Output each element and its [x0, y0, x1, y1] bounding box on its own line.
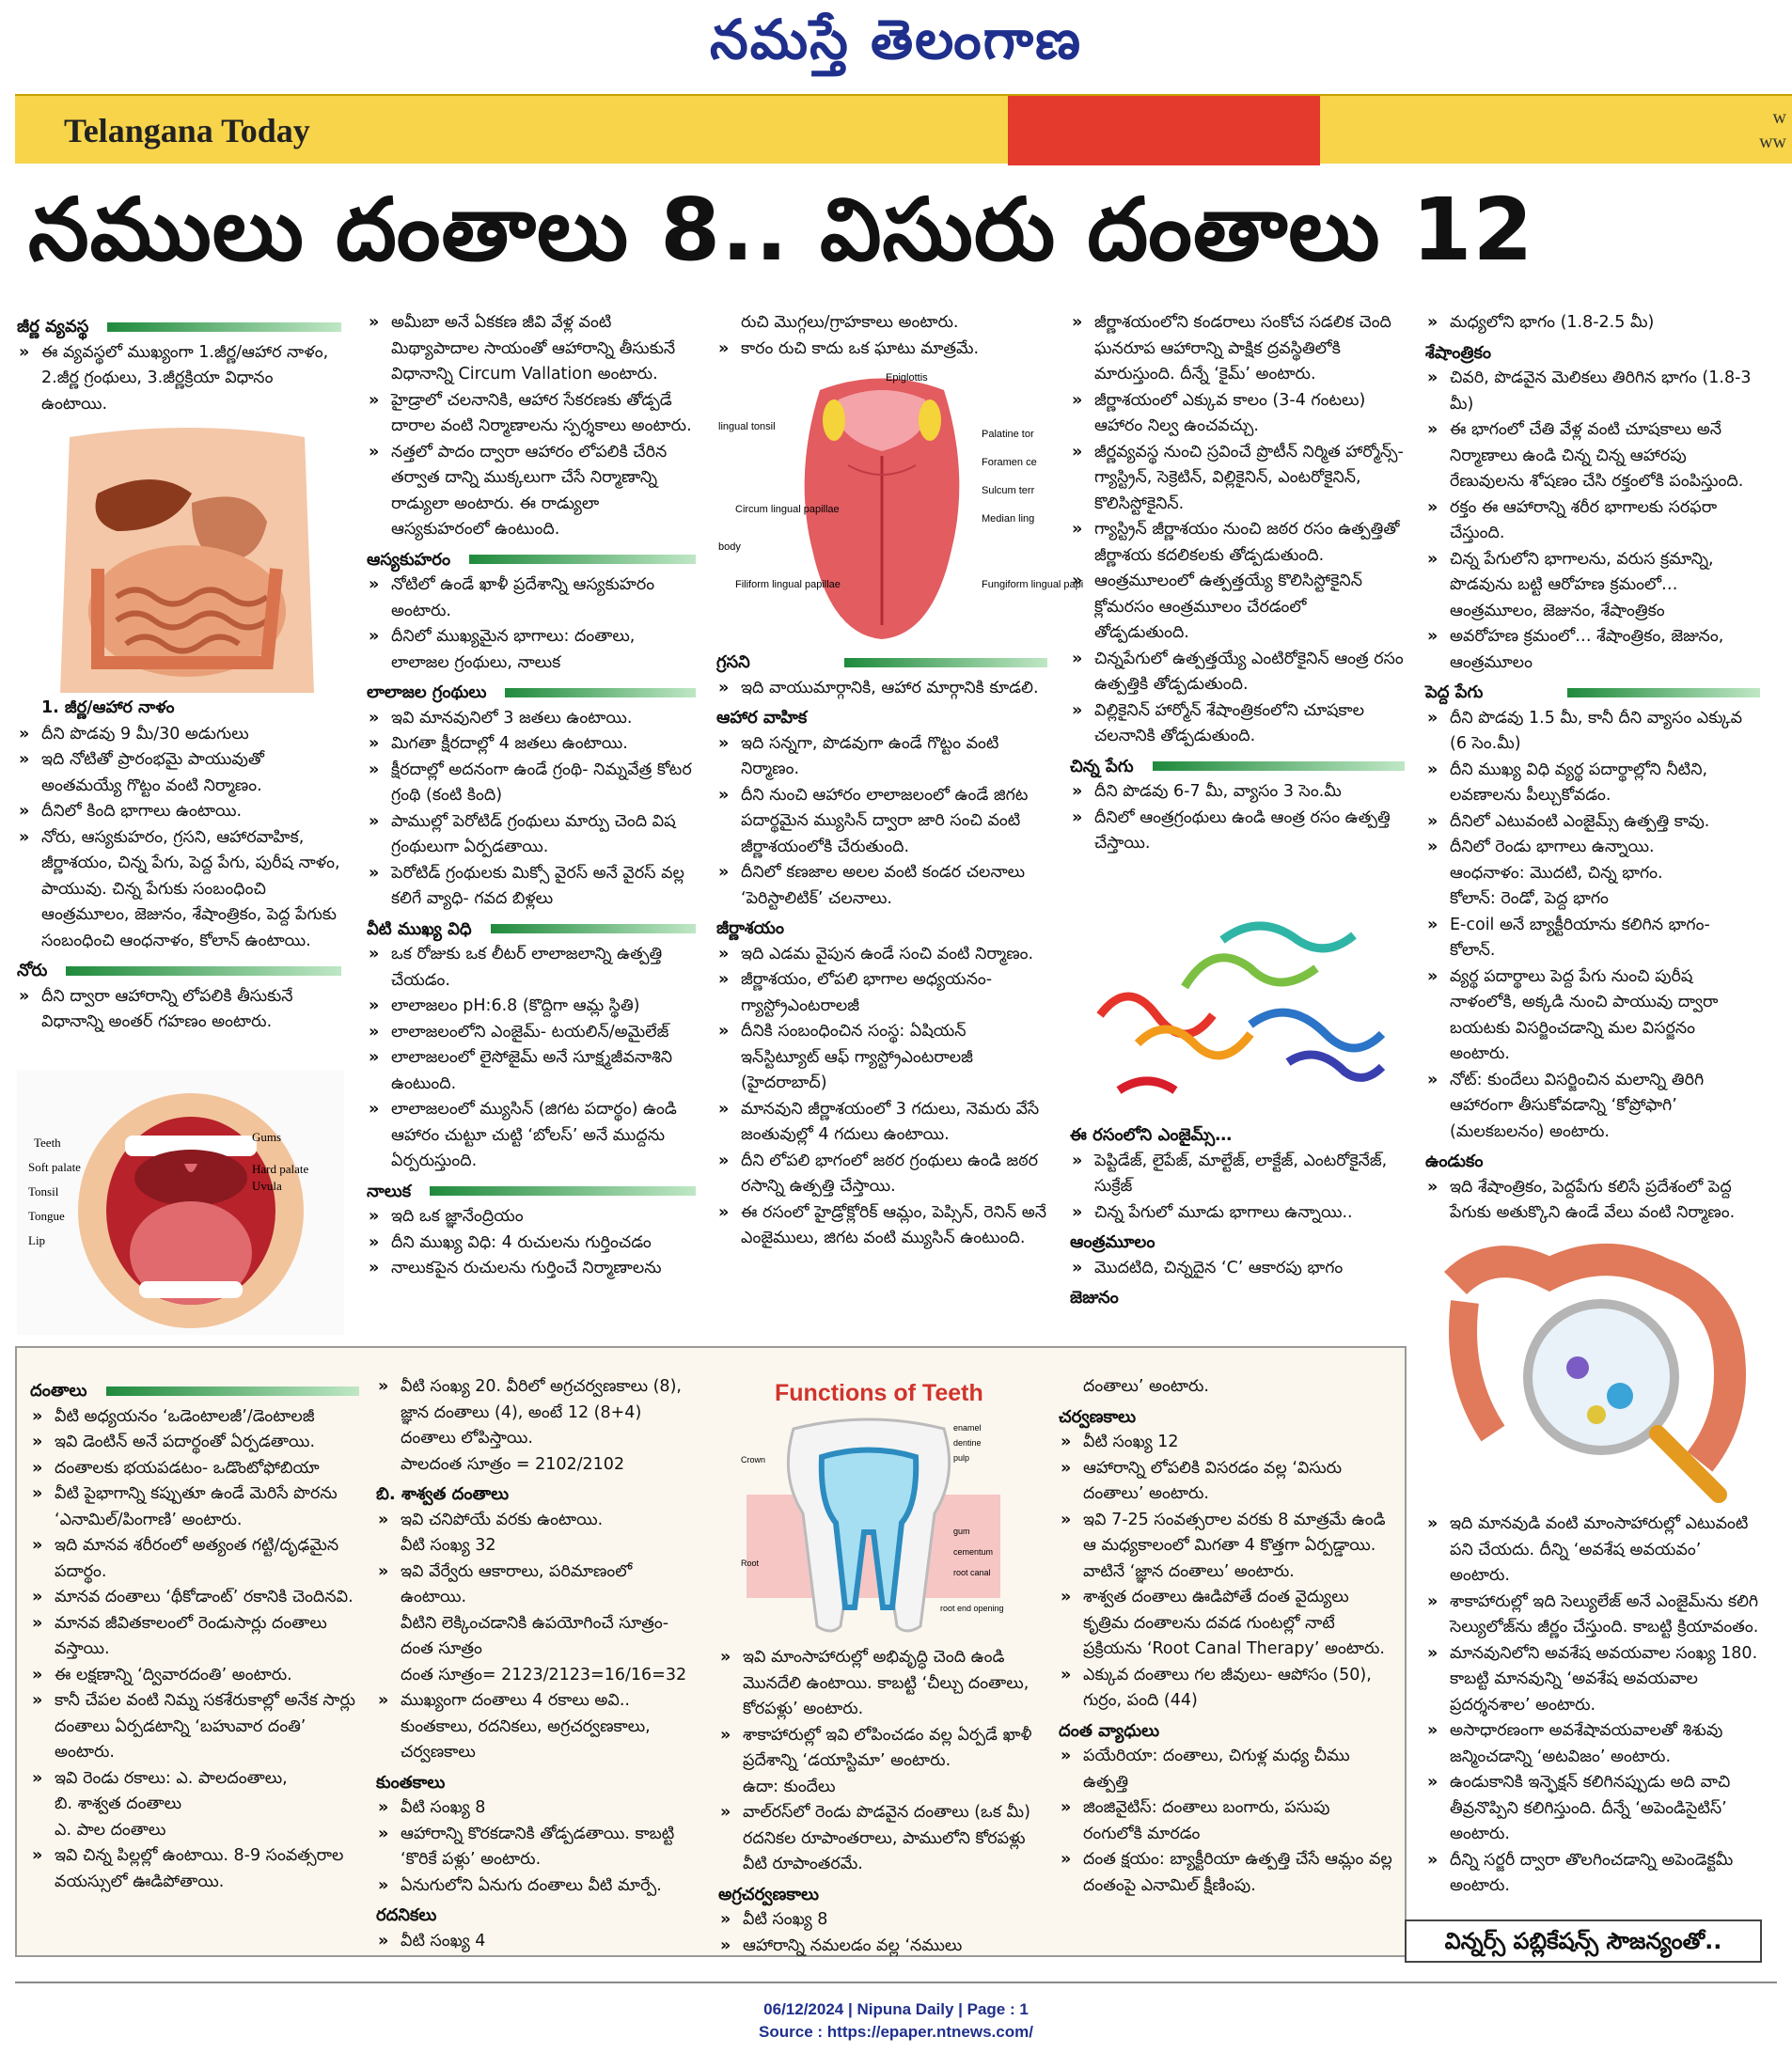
bullet-text: » దీని ముఖ్య విధి వ్యర్థ పదార్థాల్లోని నీటిని, లవణాలను పీల్చుకోవడం.	[1425, 758, 1760, 809]
section-title: రదనికలు	[376, 1905, 437, 1925]
bullet-text: » చిన్నపేగులో ఉత్పత్తయ్యే ఎంటిరోకైనిన్ ఆంత్ర రసం ఉత్పత్తికి తోడ్పడుతుంది.	[1070, 647, 1405, 698]
body-text: ఎ. పాల దంతాలు	[55, 1820, 166, 1840]
bullet-text: » ముఖ్యంగా దంతాలు 4 రకాలు అవి.. కుంతకాలు, రదనికలు, అగ్రచర్వణకాలు, చర్వణకాలు	[376, 1688, 700, 1766]
bullet-text: » దంత క్షయం: బ్యాక్టీరియా ఉత్పత్తి చేసే ఆమ్లం వల్ల దంతంపై ఎనామిల్ క్షీణింపు.	[1059, 1847, 1393, 1899]
functions-of-teeth-title: Functions of Teeth	[775, 1380, 983, 1406]
section-title: వీటి ముఖ్య విధి	[367, 916, 696, 943]
bullet-text: » మానవునిలోని అవశేష అవయవాల సంఖ్య 180. కాబట్టి మానవున్ని ‘అవశేష అవయవాల ప్రదర్శనశాల’ అంటారు.	[1425, 1641, 1760, 1719]
section-title: ఉండుకం	[1425, 1152, 1484, 1171]
section-title: ఆస్యకుహరం	[367, 547, 696, 573]
bullet-text: » లాలాజలంలో మ్యుసిన్ (జిగట పదార్థం) ఉండి ఆహారం చుట్టూ చుట్టి ‘బోలస్’ అనే ముద్దను ఏర్పరుస్తుంది.	[367, 1097, 696, 1175]
section-title: చర్వణకాలు	[1059, 1406, 1137, 1427]
bullet-text: » జింజివైటిస్: దంతాలు బంగారు, పసుపు రంగులోకి మారడం	[1059, 1795, 1393, 1847]
bullet-text: » దీనిలో కణజాల అలల వంటి కండర చలనాలు ‘పెరిస్టాలిటిక్’ చలనాలు.	[716, 860, 1047, 912]
bullet-text: » లాలాజలంలోని ఎంజైమ్- టయలిన్/అమైలేజ్	[367, 1020, 696, 1046]
body-text: పాలదంత సూత్రం = 2102/2102	[401, 1454, 625, 1474]
label-median-lingual: Median ling	[982, 513, 1035, 525]
column-4-lower	[1070, 1119, 1405, 1311]
bullet-text: » హైడ్రాలో చలనానికి, ఆహార సేకరణకు తోడ్పడే దారాల వంటి నిర్మాణాలను స్పర్శకాలు అంటారు.	[367, 388, 696, 440]
bullet-text: » మొదటిది, చిన్నదైన ‘C’ ఆకారపు భాగం	[1070, 1256, 1405, 1282]
column-4	[1070, 310, 1405, 857]
label-root: Root	[741, 1559, 760, 1568]
bullet-text: » వీటి సంఖ్య 20. వీరిలో అగ్రచర్వణకాలు (8), జ్ఞాన దంతాలు (4), అంటే 12 (8+4) దంతాలు లోపిస్తాయి.	[376, 1374, 700, 1452]
bullet-text: » ఇది నోటితో ప్రారంభమై పాయువుతో అంతమయ్యే గొట్టం వంటి నిర్మాణం.	[17, 747, 341, 799]
bullet-text: » ఇది శేషాంత్రికం, పెద్దపేగు కలిసే ప్రదేశంలో పెద్ద పేగుకు అతుక్కొని ఉండే వేలు వంటి నిర్మాణం.	[1425, 1175, 1760, 1227]
bullet-text: » దీనిలో రెండు భాగాలు ఉన్నాయి.	[1425, 835, 1760, 861]
label-root-end-opening: root end opening	[940, 1604, 1004, 1613]
bullet-text: » శాకాహారుల్లో ఇవి లోపించడం వల్ల ఏర్పడే ఖాళీ ప్రదేశాన్ని ‘డయాస్టిమా’ అంటారు.	[718, 1723, 1038, 1775]
bullet-text: » దీని పొడవు 9 మీ/30 అడుగులు	[17, 722, 341, 748]
bullet-text: » నాలుకపైన రుచులను గుర్తించే నిర్మాణాలను	[367, 1256, 696, 1282]
body-text: బి. శాశ్వత దంతాలు	[55, 1794, 182, 1813]
bullet-text: » ఇవి మాంసాహారుల్లో అభివృద్ధి చెంది ఉండి మొనదేలి ఉంటాయి. కాబట్టి ‘చీల్చు దంతాలు, కోరపళ్లు’ అంటారు.	[718, 1645, 1038, 1723]
column-5-lower	[1425, 1512, 1760, 1900]
section-title: దంతాలు	[30, 1378, 359, 1404]
masthead	[0, 0, 1792, 90]
bullet-text: » మానవ జీవితకాలంలో రెండుసార్లు దంతాలు వస్తాయి.	[30, 1611, 359, 1663]
section-title: కుంతకాలు	[376, 1772, 446, 1793]
label-filiform-papillae: Filiform lingual papillae	[735, 579, 841, 590]
label-epiglottis: Epiglottis	[886, 372, 928, 384]
label-tongue: Tongue	[28, 1209, 65, 1223]
section-title: జీర్ణ వ్యవస్థ	[17, 314, 341, 340]
mouth-anatomy-diagram	[17, 1070, 344, 1335]
bullet-text: » దీని లోపలి భాగంలో జఠర గ్రంథులు ఉండి జఠర రసాన్ని ఉత్పత్తి చేస్తాయి.	[716, 1149, 1047, 1200]
bullet-text: » అమీబా అనే ఏకకణ జీవి వేళ్ల వంటి మిథ్యాపాదాల సాయంతో ఆహారాన్ని తీసుకునే విధానాన్ని Circum Vallation అంటారు.	[367, 310, 696, 388]
bullet-text: » చిన్న పేగులో మూడు భాగాలు ఉన్నాయి..	[1070, 1200, 1405, 1227]
label-foramen-cecum: Foramen ce	[982, 457, 1037, 468]
label-enamel: enamel	[953, 1423, 982, 1433]
banner-right-text: w ww	[1759, 107, 1786, 152]
bullet-text: » పయేరియా: దంతాలు, చిగుళ్ల మధ్య చీము ఉత్పత్తి	[1059, 1744, 1393, 1795]
section-title: దంత వ్యాధులు	[1059, 1720, 1160, 1741]
bullet-text: » ఆహారాన్ని నమలడం వల్ల ‘నములు	[718, 1934, 1038, 1960]
bullet-text: » చివరి, పొడవైన మెలికలు తిరిగిన భాగం (1.8-3 మీ)	[1425, 366, 1760, 417]
credit-box: విన్నర్స్ పబ్లికేషన్స్ సౌజన్యంతో..	[1405, 1919, 1762, 1963]
label-teeth: Teeth	[34, 1136, 61, 1150]
label-cementum: cementum	[953, 1547, 994, 1557]
teeth-column-4	[1059, 1374, 1393, 1899]
bullet-text: » ఈ రసంలో హైడ్రోక్లోరిక్ ఆమ్లం, పెప్సిన్, రెనిన్ అనే ఎంజైములు, జిగట వంటి మ్యుసిన్ ఉంటుంది.	[716, 1200, 1047, 1252]
bullet-text: » వీటి సంఖ్య 8	[376, 1795, 700, 1822]
column-5	[1425, 310, 1760, 1227]
label-tonsil: Tonsil	[28, 1184, 59, 1198]
enzyme-protein-structure-image	[1081, 902, 1401, 1114]
bullet-text: » నోటిలో ఉండే ఖాళీ ప్రదేశాన్ని ఆస్యకుహరం అంటారు.	[367, 572, 696, 624]
label-lip: Lip	[28, 1233, 46, 1247]
bullet-text: » ఇవి చనిపోయే వరకు ఉంటాయి.	[376, 1508, 700, 1534]
bullet-text: » ఏనుగులోని ఏనుగు దంతాలు వీటి మార్పే.	[376, 1873, 700, 1900]
bullet-text: » దీని ద్వారా ఆహారాన్ని లోపలికి తీసుకునే విధానాన్ని అంతర్ గహణం అంటారు.	[17, 984, 341, 1036]
bullet-text: » లాలాజలంలో లైసోజైమ్ అనే సూక్ష్మజీవనాశిని ఉంటుంది.	[367, 1045, 696, 1097]
bullet-text: » ఇది ఒక జ్ఞానేంద్రియం	[367, 1204, 696, 1230]
bullet-text: » దీని ముఖ్య విధి: 4 రుచులను గుర్తించడం	[367, 1230, 696, 1257]
label-crown: Crown	[741, 1455, 766, 1465]
bullet-text: » విల్లికైనిన్ హార్మోన్ శేషాంత్రికంలోని చూషకాల చలనానికి తోడ్పడుతుంది.	[1070, 698, 1405, 750]
bullet-text: » శాకాహారుల్లో ఇది సెల్యులేజ్ అనే ఎంజైమ్‌ను కలిగి సెల్యులోజ్‌ను జీర్ణం చేస్తుంది. కాబట్టి క్రియావంతం.	[1425, 1590, 1760, 1641]
bullet-text: » మానవుని జీర్ణాశయంలో 3 గదులు, నెమరు వేసే జంతువుల్లో 4 గదులు ఉంటాయి.	[716, 1097, 1047, 1149]
bullet-text: » ఇవి 7-25 సంవత్సరాల వరకు 8 మాత్రమే ఉండి ఆ మధ్యకాలంలో మిగతా 4 కొత్తగా ఏర్పడ్డాయి. వాటినే ‘జ్ఞాన దంతాలు’ అంటారు.	[1059, 1508, 1393, 1586]
bullet-text: » పాముల్లో పెరోటిడ్ గ్రంథులు మార్పు చెంది విష గ్రంథులుగా ఏర్పడతాయి.	[367, 809, 696, 861]
body-text: వీటిని లెక్కించడానికి ఉపయోగించే సూత్రం- దంత సూత్రం	[401, 1613, 669, 1658]
bullet-text: » క్షీరదాల్లో అదనంగా ఉండే గ్రంథి- నిమ్నవేత్ర కోటర గ్రంథి (కంటి కింది)	[367, 758, 696, 809]
bullet-text: » ఇవి మానవునిలో 3 జతలు ఉంటాయి.	[367, 706, 696, 732]
column-1-lower	[17, 696, 341, 1036]
section-title: శేషాంత్రికం	[1425, 342, 1491, 363]
bullet-text: » వీటి పైభాగాన్ని కప్పుతూ ఉండే మెరిసే పొరను ‘ఎనామిల్/పింగాణి’ అంటారు.	[30, 1481, 359, 1533]
bullet-text: » ఎక్కువ దంతాలు గల జీవులు- ఆపోసం (50), గుర్రం, పంది (44)	[1059, 1663, 1393, 1715]
bullet-text: » జీర్ణాశయం, లోపలి భాగాల అధ్యయనం- గ్యాస్ట్రోఎంటరాలజీ	[716, 967, 1047, 1019]
section-title: నోరు	[17, 958, 341, 984]
bullet-text: » దీనిలో ముఖ్యమైన భాగాలు: దంతాలు, లాలాజల గ్రంథులు, నాలుక	[367, 624, 696, 676]
brand-logo-text: Telangana Today	[64, 112, 310, 149]
label-body: body	[718, 541, 741, 553]
body-text: ఉదా: కుందేలు	[743, 1777, 836, 1796]
digestive-system-illustration	[32, 428, 342, 693]
bullet-text: » ఇవి చిన్న పిల్లల్లో ఉంటాయి. 8-9 సంవత్సరాల వయస్సులో ఊడిపోతాయి.	[30, 1843, 359, 1895]
bullet-text: » ఆహారాన్ని కొరకడానికి తోడ్పడతాయి. కాబట్టి ‘కొరికే పళ్లు’ అంటారు.	[376, 1822, 700, 1873]
newspaper-title: నమస్తే తెలంగాణ	[710, 8, 1082, 71]
bullet-text: » ఇది సన్నగా, పొడవుగా ఉండే గొట్టం వంటి నిర్మాణం.	[716, 731, 1047, 783]
label-pulp: pulp	[953, 1453, 970, 1463]
bullet-text: » కారం రుచి కాదు ఒక ఘాటు మాత్రమే.	[716, 337, 1047, 363]
bullet-text: » కానీ చేపల వంటి నిమ్న సకశేరుకాల్లో అనేక సార్లు దంతాలు ఏర్పడటాన్ని ‘బహువార దంతి’ అంటారు.	[30, 1688, 359, 1766]
bullet-text: » ఇది మానవ శరీరంలో అత్యంత గట్టి/దృఢమైన పదార్థం.	[30, 1533, 359, 1585]
body-text: కోలాన్: రెండో, పెద్ద భాగం	[1450, 889, 1609, 908]
label-gums: Gums	[252, 1130, 282, 1144]
bullet-text: » ఇవి డెంటిన్ అనే పదార్థంతో ఏర్పడతాయి.	[30, 1430, 359, 1456]
bullet-text: » దీని నుంచి ఆహారం లాలాజలంలో ఉండే జిగట పదార్థమైన మ్యుసిన్ ద్వారా జారి సంచి వంటి జీర్ణాశయంలోకి చేరుతుంది.	[716, 783, 1047, 861]
label-gum: gum	[953, 1527, 970, 1536]
bullet-text: » వీటి సంఖ్య 8	[718, 1907, 1038, 1934]
body-text: ఆంధనాళం: మొదటి, చిన్న భాగం.	[1450, 863, 1663, 883]
bullet-text: » మిగతా క్షీరదాల్లో 4 జతలు ఉంటాయి.	[367, 731, 696, 758]
bullet-text: » దీనిలో ఆంత్రగ్రంథులు ఉండి ఆంత్ర రసం ఉత్పత్తి చేస్తాయి.	[1070, 806, 1405, 857]
column-3-lower	[716, 646, 1047, 1252]
bullet-text: » మానవ దంతాలు ‘థీకోడాంట్’ రకానికి చెందినవి.	[30, 1585, 359, 1611]
bullet-text: » ఉండుకానికి ఇన్ఫెక్షన్ కలిగినప్పుడు అది వాచి తీవ్రనొప్పిని కలిగిస్తుంది. దీన్నే ‘అపెండిసైటిస్’ అంటారు.	[1425, 1770, 1760, 1848]
bullet-text: » జీర్ణవ్యవస్థ నుంచి స్రవించే ప్రొటీన్ నిర్మిత హార్మోన్స్- గ్యాస్ట్రిన్, సెక్రెటిన్, విల్లికైనిన్, ఎంటరోకైనిన్, కొలిసిస్టోకైనిన్.	[1070, 440, 1405, 518]
bullet-text: » జీర్ణాశయంలోని కండరాలు సంకోచ సడలిక చెంది ఘనరూప ఆహారాన్ని పాక్షిక ద్రవస్థితిలోకి మారుస్తుంది. దీన్నే ‘కైమ్’ అంటారు.	[1070, 310, 1405, 388]
appendix-illustration	[1437, 1246, 1756, 1509]
body-text: రుచి మొగ్గలు/గ్రాహకాలు అంటారు.	[741, 313, 959, 332]
bullet-text: » వీటి సంఖ్య 4	[376, 1929, 700, 1955]
section-title: జెజునం	[1070, 1288, 1119, 1308]
tongue-diagram	[716, 362, 1084, 642]
bullet-text: » గ్యాస్ట్రిన్ జీర్ణాశయం నుంచి జఠర రసం ఉత్పత్తితో జీర్ణాశయ కదలికలకు తోడ్పడుతుంది.	[1070, 517, 1405, 569]
bullet-text: » ఈ భాగంలో చేతి వేళ్ల వంటి చూషకాలు అనే నిర్మాణాలు ఉండి చిన్న చిన్న ఆహారపు రేణువులను శోషణం చేసి రక్తంలోకి పంపిస్తుంది.	[1425, 417, 1760, 495]
bullet-text: » దీన్ని సర్జరీ ద్వారా తొలగించడాన్ని అపెండెక్టమీ అంటారు.	[1425, 1848, 1760, 1900]
label-hard-palate: Hard palate	[252, 1162, 309, 1176]
bullet-text: » దీని పొడవు 1.5 మీ, కానీ దీని వ్యాసం ఎక్కువ (6 సెం.మీ)	[1425, 706, 1760, 758]
section-title: ఆహార వాహిక	[716, 708, 808, 728]
section-title: ఈ రసంలోని ఎంజైమ్స్…	[1070, 1125, 1233, 1145]
bullet-text: » ఈ వ్యవస్థలో ముఖ్యంగా 1.జీర్ణ/ఆహార నాళం, 2.జీర్ణ గ్రంథులు, 3.జీర్ణక్రియా విధానం ఉంటాయి.	[17, 340, 341, 418]
label-uvula: Uvula	[252, 1179, 282, 1193]
section-title: బి. శాశ్వత దంతాలు	[376, 1484, 510, 1504]
bullet-text: » దీనిలో ఎటువంటి ఎంజైమ్స్ ఉత్పత్తి కావు.	[1425, 809, 1760, 836]
label-sulcus-terminalis: Sulcum terr	[982, 485, 1035, 496]
label-lingual-tonsil: lingual tonsil	[718, 421, 776, 432]
section-title: అగ్రచర్వణకాలు	[718, 1884, 819, 1904]
body-text: వీటి సంఖ్య 32	[401, 1536, 496, 1555]
section-title: 1. జీర్ణ/ఆహార నాళం	[41, 698, 175, 717]
section-title: గ్రసని	[716, 650, 1047, 676]
bullet-text: » ఈ లక్షణాన్ని ‘ద్వివారదంతి’ అంటారు.	[30, 1663, 359, 1689]
bullet-text: » వాల్‌రస్‌లో రెండు పొడవైన దంతాలు (ఒక మీ) రదనికల రూపాంతరాలు, పాములోని కోరపళ్లు వీటి రూపాంతరమే.	[718, 1800, 1038, 1878]
bullet-text: » అసాధారణంగా అవశేషావయవాలతో శిశువు జన్మించడాన్ని ‘అటవిజం’ అంటారు.	[1425, 1718, 1760, 1770]
bullet-text: » నోట్: కుందేలు విసర్జించిన మలాన్ని తిరిగి ఆహారంగా తీసుకోవడాన్ని ‘కోప్రోఫాగి’ (మలకబలనం) అంటారు.	[1425, 1068, 1760, 1146]
tooth-structure-diagram	[718, 1372, 1034, 1641]
headline: నములు దంతాలు 8.. విసురు దంతాలు 12	[28, 180, 1534, 280]
label-fungiform-papillae: Fungiform lingual papi	[982, 579, 1084, 590]
bullet-text: » జీర్ణాశయంలో ఎక్కువ కాలం (3-4 గంటలు) ఆహారం నిల్వ ఉంచవచ్చు.	[1070, 388, 1405, 440]
column-1	[17, 310, 341, 417]
bullet-text: » ఇవి వేర్వేరు ఆకారాలు, పరిమాణంలో ఉంటాయి.	[376, 1559, 700, 1611]
bullet-text: » రక్తం ఈ ఆహారాన్ని శరీర భాగాలకు సరఫరా చేస్తుంది.	[1425, 495, 1760, 547]
body-text: దంతాలు’ అంటారు.	[1083, 1377, 1209, 1396]
bullet-text: » E-coil అనే బ్యాక్టీరియాను కలిగిన భాగం- కోలాన్.	[1425, 913, 1760, 964]
body-text: దంత సూత్రం= 2123/2123=16/16=32	[401, 1665, 687, 1684]
bullet-text: » నత్తలో పాదం ద్వారా ఆహారం లోపలికి చేరిన తర్వాత దాన్ని ముక్కలుగా చేసే నిర్మాణాన్ని రాడ్యులా అంటారు. ఈ రాడ్యులా ఆస్యకుహరంలో ఉంటుంది.	[367, 440, 696, 543]
section-title: జీర్ణాశయం	[716, 918, 785, 938]
section-title: నాలుక	[367, 1179, 696, 1205]
bullet-text: » లాలాజలం pH:6.8 (కొద్దిగా ఆమ్ల స్థితి)	[367, 994, 696, 1020]
bullet-text: » ఇవి రెండు రకాలు: ఎ. పాలదంతాలు,	[30, 1766, 359, 1793]
bullet-text: » మధ్యలోని భాగం (1.8-2.5 మీ)	[1425, 310, 1760, 337]
bullet-text: » ఇది వాయుమార్గానికి, ఆహార మార్గానికి కూడలి.	[716, 676, 1047, 702]
label-dentine: dentine	[953, 1438, 982, 1448]
bullet-text: » దంతాలకు భయపడటం- ఒడొంటోఫోబియా	[30, 1456, 359, 1482]
bullet-text: » ఒక రోజుకు ఒక లీటర్ లాలాజలాన్ని ఉత్పత్తి చేయడం.	[367, 942, 696, 994]
bullet-text: » ఇది మానవుడి వంటి మాంసాహారుల్లో ఎటువంటి పని చేయదు. దీన్ని ‘అవశేష అవయవం’ అంటారు.	[1425, 1512, 1760, 1590]
bullet-text: » దీని పొడవు 6-7 మీ, వ్యాసం 3 సెం.మీ	[1070, 779, 1405, 806]
section-banner	[15, 94, 1792, 164]
bullet-text: » వీటి సంఖ్య 12	[1059, 1430, 1393, 1456]
bullet-text: » శాశ్వత దంతాలు ఊడిపోతే దంత వైద్యులు కృత్రిమ దంతాలను దవడ గుంటల్లో నాటే ప్రక్రియను ‘Root Canal Therapy’ అంటారు.	[1059, 1585, 1393, 1663]
label-root-canal: root canal	[953, 1568, 991, 1577]
footer-date-line: 06/12/2024 | Nipuna Daily | Page : 1	[763, 2000, 1029, 2018]
bullet-text: » దీనికి సంబంధించిన సంస్థ: ఏషియన్ ఇన్‌స్టిట్యూట్ ఆఫ్ గ్యాస్ట్రోఎంటరాలజీ (హైదరాబాద్)	[716, 1019, 1047, 1097]
bullet-text: » పెరోటిడ్ గ్రంథులకు మిక్సో వైరస్ అనే వైరస్ వల్ల కలిగే వ్యాధి- గవద బిళ్లలు	[367, 861, 696, 913]
section-title: పెద్ద పేగు	[1425, 680, 1760, 706]
banner-red-block	[1008, 96, 1320, 165]
label-circum-papillae: Circum lingual papillae	[735, 504, 840, 515]
teeth-column-2	[376, 1374, 700, 1954]
bullet-text: » ఆహారాన్ని లోపలికి విసరడం వల్ల ‘విసురు దంతాలు’ అంటారు.	[1059, 1456, 1393, 1508]
bullet-text: » ఆంత్రమూలంలో ఉత్పత్తయ్యే కొలిసిస్టోకైనిన్ క్లోమరసం ఆంత్రమూలం చేరడంలో తోడ్పడుతుంది.	[1070, 569, 1405, 647]
bullet-text: » నోరు, ఆస్యకుహరం, గ్రసని, ఆహారవాహిక, జీర్ణాశయం, చిన్న పేగు, పెద్ద పేగు, పురీష నాళం, పాయువు. చిన్న పేగుకు సంబంధించి ఆంత్రమూలం, జెజునం, శేషాంత్రికం, పెద్ద పేగుకు సంబంధించి ఆంధనాళం, కోలాన్ ఉంటాయి.	[17, 825, 341, 955]
column-2	[367, 310, 696, 1282]
footer-divider	[15, 1982, 1777, 1983]
section-title: చిన్న పేగు	[1070, 754, 1405, 780]
bullet-text: » వీటి అధ్యయనం ‘ఒడెంటాలజీ’/డెంటాలజీ	[30, 1404, 359, 1431]
column-3	[716, 310, 1047, 362]
section-title: ఆంత్రమూలం	[1070, 1232, 1155, 1252]
label-palatine-tonsil: Palatine tor	[982, 429, 1034, 440]
teeth-column-1	[30, 1374, 359, 1895]
section-title: లాలాజల గ్రంథులు	[367, 680, 696, 706]
label-soft-palate: Soft palate	[28, 1160, 81, 1174]
bullet-text: » పెప్టిడేజ్, లైపేజ్, మాల్టేజ్, లాక్టేజ్, ఎంటరోకైనేజ్, సుక్రేజ్	[1070, 1149, 1405, 1200]
bullet-text: » ఇది ఎడమ వైపున ఉండే సంచి వంటి నిర్మాణం.	[716, 942, 1047, 968]
bullet-text: » అవరోహణ క్రమంలో… శేషాంత్రికం, జెజునం, ఆంత్రమూలం	[1425, 624, 1760, 676]
footer-source-link[interactable]: Source : https://epaper.ntnews.com/	[759, 2023, 1033, 2041]
bullet-text: » దీనిలో కింది భాగాలు ఉంటాయి.	[17, 799, 341, 825]
bullet-text: » వ్యర్థ పదార్థాలు పెద్ద పేగు నుంచి పురీష నాళంలోకి, అక్కడి నుంచి పాయువు ద్వారా బయటకు విసర్జించడాన్ని మల విసర్జనం అంటారు.	[1425, 964, 1760, 1068]
bullet-text: » చిన్న పేగులోని భాగాలను, వరుస క్రమాన్ని, పొడవును బట్టి ఆరోహణ క్రమంలో… ఆంత్రమూలం, జెజునం, శేషాంత్రికం	[1425, 547, 1760, 625]
teeth-column-3	[718, 1645, 1038, 1959]
